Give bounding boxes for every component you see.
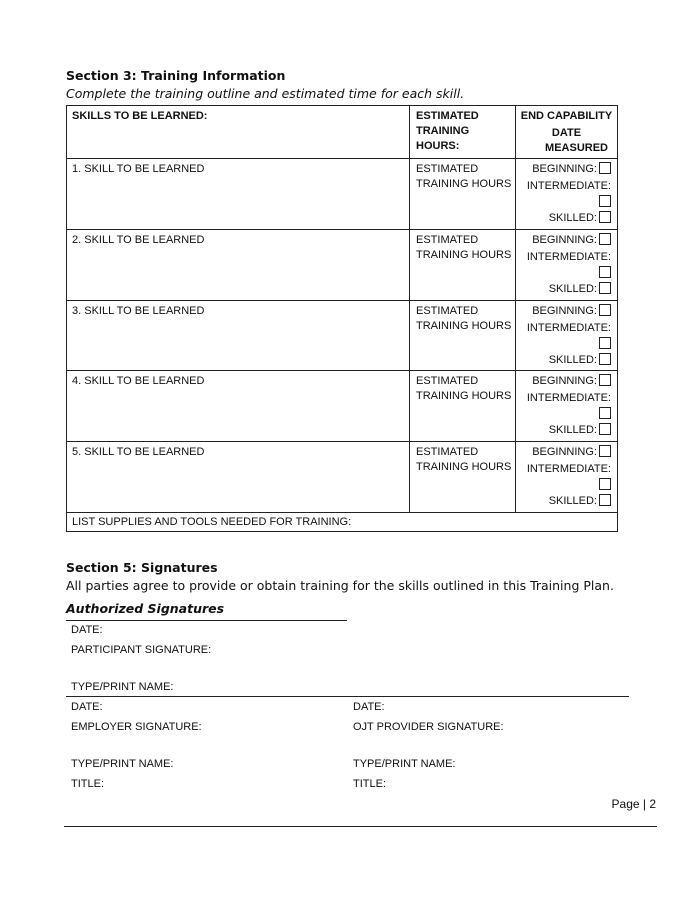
intermediate-label: INTERMEDIATE:: [526, 322, 611, 334]
employer-date-label: DATE:: [71, 701, 103, 713]
intermediate-checkbox[interactable]: [599, 195, 611, 207]
skilled-checkbox[interactable]: [599, 353, 611, 365]
intermediate-option: [599, 337, 611, 352]
hours-line2: TRAINING HOURS: [416, 249, 512, 261]
skilled-option: [549, 211, 611, 226]
beginning-label: BEGINNING:: [532, 305, 597, 317]
intermediate-option: [599, 407, 611, 422]
hours-line2: TRAINING HOURS: [416, 461, 512, 473]
provider-signature-label: OJT PROVIDER SIGNATURE:: [353, 721, 504, 733]
intermediate-checkbox[interactable]: [599, 266, 611, 278]
section-3-title: Section 3: Training Information: [66, 68, 286, 83]
skill-label: 1. SKILL TO BE LEARNED: [72, 163, 205, 175]
intermediate-label: INTERMEDIATE:: [526, 463, 611, 475]
skilled-label: SKILLED:: [548, 283, 597, 295]
beginning-checkbox[interactable]: [599, 162, 611, 174]
intermediate-option: [599, 478, 611, 493]
header-cap-line3: MEASURED: [545, 142, 608, 154]
hours-line1: ESTIMATED: [416, 375, 479, 387]
skilled-option: [549, 494, 611, 509]
header-hours: [416, 109, 479, 154]
skilled-checkbox[interactable]: [599, 423, 611, 435]
beginning-label: BEGINNING:: [532, 375, 597, 387]
skill-label: 4. SKILL TO BE LEARNED: [72, 375, 205, 387]
skill-label: 3. SKILL TO BE LEARNED: [72, 305, 205, 317]
skilled-option: [549, 353, 611, 368]
hours-line1: ESTIMATED: [416, 234, 479, 246]
beginning-checkbox[interactable]: [599, 445, 611, 457]
beginning-option: [532, 162, 611, 177]
intermediate-label: INTERMEDIATE:: [526, 392, 611, 404]
hours-line2: TRAINING HOURS: [416, 390, 512, 402]
skill-label: 2. SKILL TO BE LEARNED: [72, 234, 205, 246]
table-row: [67, 158, 617, 229]
beginning-label: BEGINNING:: [532, 163, 597, 175]
beginning-checkbox[interactable]: [599, 233, 611, 245]
table-row: [67, 300, 617, 370]
beginning-option: [532, 445, 611, 460]
provider-date-label: DATE:: [353, 701, 385, 713]
hours-label: [416, 162, 511, 192]
skilled-checkbox[interactable]: [599, 494, 611, 506]
hours-line2: TRAINING HOURS: [416, 178, 512, 190]
skilled-option: [549, 282, 611, 297]
participant-divider: [66, 696, 629, 697]
skilled-label: SKILLED:: [548, 424, 597, 436]
authorized-underline: [66, 620, 347, 621]
beginning-option: [532, 233, 611, 248]
skilled-checkbox[interactable]: [599, 211, 611, 223]
table-row: [67, 441, 617, 512]
skill-label: 5. SKILL TO BE LEARNED: [72, 446, 205, 458]
intermediate-checkbox[interactable]: [599, 407, 611, 419]
header-hours-line3: HOURS:: [416, 140, 460, 152]
intermediate-checkbox[interactable]: [599, 478, 611, 490]
supplies-label: LIST SUPPLIES AND TOOLS NEEDED FOR TRAINING:: [72, 516, 352, 528]
participant-print-name-label: TYPE/PRINT NAME:: [71, 681, 174, 693]
table-row: [67, 370, 617, 441]
hours-line2: TRAINING HOURS: [416, 320, 512, 332]
authorized-signatures-heading: Authorized Signatures: [66, 601, 225, 616]
beginning-checkbox[interactable]: [599, 304, 611, 316]
hours-label: [416, 304, 511, 334]
beginning-checkbox[interactable]: [599, 374, 611, 386]
section-5-title: Section 5: Signatures: [66, 560, 218, 575]
hours-line1: ESTIMATED: [416, 163, 479, 175]
intermediate-label: INTERMEDIATE:: [526, 251, 611, 263]
participant-date-label: DATE:: [71, 624, 103, 636]
employer-signature-label: EMPLOYER SIGNATURE:: [71, 721, 202, 733]
page-number: Page | 2: [611, 797, 656, 811]
skilled-label: SKILLED:: [548, 495, 597, 507]
section-5-description: All parties agree to provide or obtain training for the skills outlined in this Training Plan.: [66, 578, 614, 593]
beginning-option: [532, 304, 611, 319]
skilled-label: SKILLED:: [548, 354, 597, 366]
beginning-option: [532, 374, 611, 389]
header-cap-line1: END CAPABILITY: [520, 110, 613, 122]
header-cap-line2: DATE: [551, 127, 582, 139]
intermediate-label: INTERMEDIATE:: [526, 180, 611, 192]
provider-title-label: TITLE:: [353, 778, 387, 790]
hours-label: [416, 445, 511, 475]
beginning-label: BEGINNING:: [532, 234, 597, 246]
participant-signature-label: PARTICIPANT SIGNATURE:: [71, 644, 212, 656]
employer-print-name-label: TYPE/PRINT NAME:: [71, 758, 174, 770]
intermediate-checkbox[interactable]: [599, 337, 611, 349]
hours-line1: ESTIMATED: [416, 446, 479, 458]
intermediate-option: [599, 195, 611, 210]
header-hours-line2: TRAINING: [416, 125, 470, 137]
employer-title-label: TITLE:: [71, 778, 105, 790]
footer-rule: [64, 826, 657, 827]
hours-label: [416, 374, 511, 404]
table-row: [67, 229, 617, 300]
hours-label: [416, 233, 511, 263]
skilled-label: SKILLED:: [548, 212, 597, 224]
header-capability: [516, 109, 617, 156]
training-table: [66, 105, 618, 532]
header-skills: SKILLS TO BE LEARNED:: [72, 110, 208, 122]
skilled-option: [549, 423, 611, 438]
intermediate-option: [599, 266, 611, 281]
header-hours-line1: ESTIMATED: [416, 110, 479, 122]
beginning-label: BEGINNING:: [532, 446, 597, 458]
provider-print-name-label: TYPE/PRINT NAME:: [353, 758, 456, 770]
skilled-checkbox[interactable]: [599, 282, 611, 294]
hours-line1: ESTIMATED: [416, 305, 479, 317]
section-3-description: Complete the training outline and estimated time for each skill.: [66, 86, 465, 101]
